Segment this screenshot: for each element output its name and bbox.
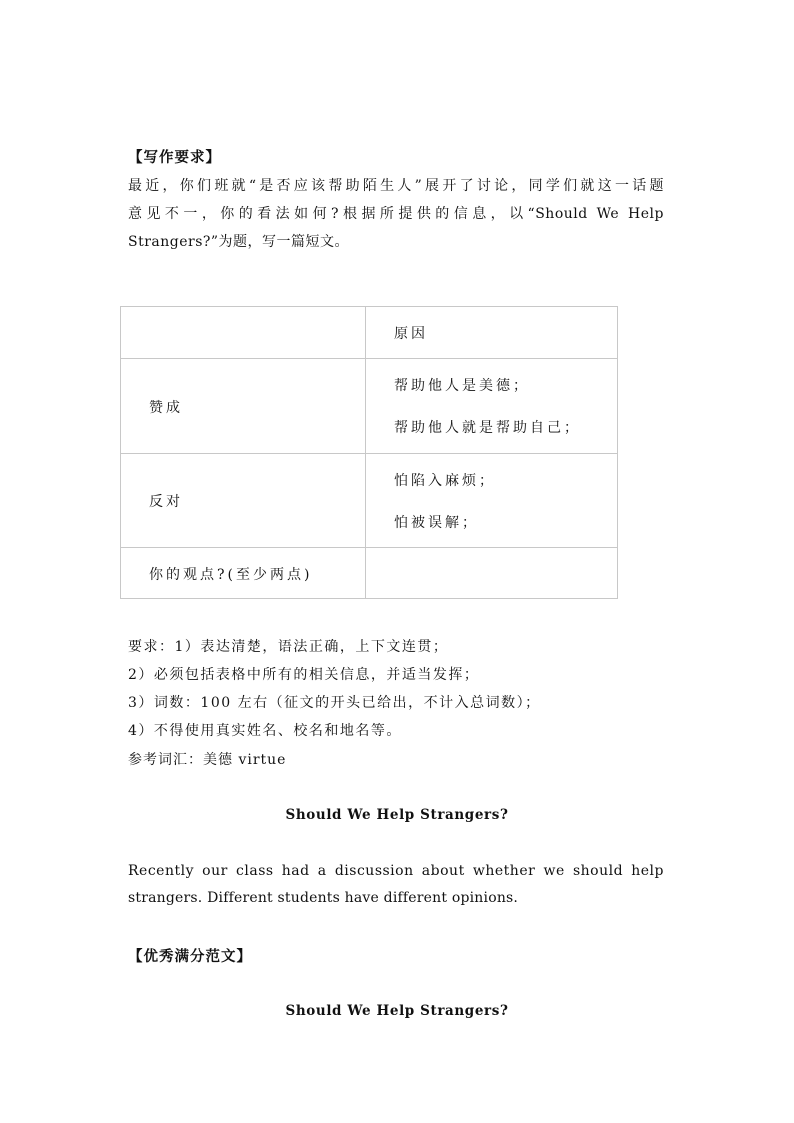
prompt-line-1: 最近，你们班就“是否应该帮助陌生人”展开了讨论，同学们就这一话题 [128, 178, 664, 194]
requirement-line-4: 4）不得使用真实姓名、校名和地名等。 [128, 723, 402, 739]
table-row-label-support: 赞成 [149, 400, 183, 416]
table-row-label-your-opinion: 你的观点?(至少两点) [149, 567, 313, 583]
vocabulary-reference: 参考词汇：美德 virtue [128, 752, 287, 768]
writing-requirements-heading: 【写作要求】 [128, 149, 221, 166]
table-row-label-oppose: 反对 [149, 494, 183, 510]
table-row-divider [121, 358, 617, 359]
sample-essay-heading: 【优秀满分范文】 [128, 948, 252, 965]
requirement-line-1: 要求：1）表达清楚，语法正确，上下文连贯； [128, 639, 449, 655]
requirement-line-2: 2）必须包括表格中所有的相关信息，并适当发挥； [128, 667, 480, 683]
table-reason-support-1: 帮助他人是美德； [394, 378, 530, 394]
essay-start-line-2: strangers. Different students have different opinions. [128, 890, 519, 906]
table-reason-oppose-1: 怕陷入麻烦； [394, 473, 496, 489]
table-reason-support-2: 帮助他人就是帮助自己； [394, 420, 581, 436]
table-row-divider [121, 453, 617, 454]
essay-start-line-1: Recently our class had a discussion about whether we should help [128, 863, 664, 879]
table-header-reason: 原因 [394, 326, 428, 342]
prompt-line-3: Strangers?”为题，写一篇短文。 [128, 234, 350, 250]
essay-title: Should We Help Strangers? [285, 807, 509, 823]
table-reason-oppose-2: 怕被误解； [394, 515, 479, 531]
opinions-table [120, 306, 618, 599]
table-row-divider [121, 547, 617, 548]
prompt-line-2: 意见不一，你的看法如何?根据所提供的信息，以“Should We Help [128, 206, 664, 222]
requirement-line-3: 3）词数：100 左右（征文的开头已给出，不计入总词数）； [128, 695, 541, 711]
sample-essay-title: Should We Help Strangers? [285, 1003, 509, 1019]
